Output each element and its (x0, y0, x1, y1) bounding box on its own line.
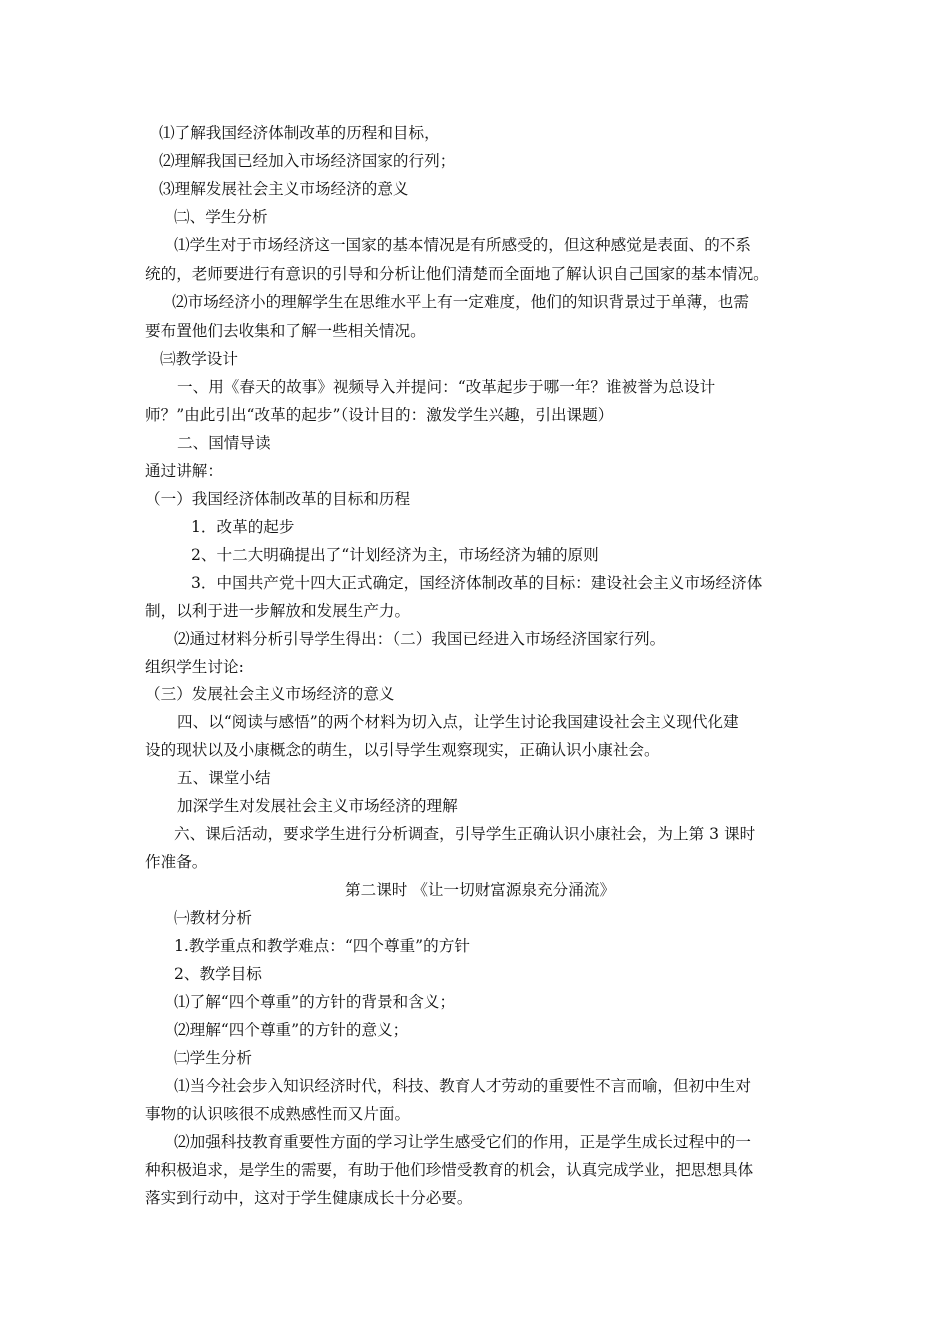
analysis-2-2-line-3: 落实到行动中，这对于学生健康成长十分必要。 (145, 1189, 473, 1207)
goal-2: ⑵理解我国已经加入市场经济国家的行列； (159, 152, 456, 170)
summary: 加深学生对发展社会主义市场经济的理解 (177, 797, 458, 815)
item-1: 1．改革的起步 (191, 518, 295, 536)
lesson-2-title: 第二课时 《让一切财富源泉充分涌流》 (345, 881, 616, 899)
heading-student-analysis-2: ㈡学生分析 (174, 1049, 252, 1067)
analysis-2-1-line-1: ⑴当今社会步入知识经济时代，科技、教育人才劳动的重要性不言而喻，但初中生对 (174, 1077, 751, 1095)
analysis-2-1-line-2: 事物的认识咳很不成熟感性而又片面。 (145, 1105, 411, 1123)
explain-label: 通过讲解： (145, 462, 223, 480)
design-1-line-2: 师？”由此引出“改革的起步”（设计目的：激发学生兴趣，引出课题） (145, 406, 614, 424)
section-3-title: （三）发展社会主义市场经济的意义 (145, 685, 395, 703)
design-6-line-1: 六、课后活动，要求学生进行分析调查，引导学生正确认识小康社会，为上第 3 课时 (174, 825, 756, 843)
item-3-line-1: 3．中国共产党十四大正式确定，国经济体制改革的目标：建设社会主义市场经济体 (191, 574, 763, 592)
goal-2-1: ⑴了解“四个尊重”的方针的背景和含义； (174, 993, 456, 1011)
goal-1: ⑴了解我国经济体制改革的历程和目标， (159, 124, 440, 142)
analysis-2-2-line-2: 种积极追求，是学生的需要，有助于他们珍惜受教育的机会，认真完成学业，把思想具体 (145, 1161, 754, 1179)
heading-teaching-goals: 2、教学目标 (174, 965, 262, 983)
item-2: 2、十二大明确提出了“计划经济为主，市场经济为辅的原则 (191, 546, 599, 564)
key-points: 1.教学重点和教学难点：“四个尊重”的方针 (174, 937, 470, 955)
analysis-2-line-1: ⑵市场经济小的理解学生在思维水平上有一定难度，他们的知识背景过于单薄，也需 (172, 293, 749, 311)
design-6-line-2: 作准备。 (145, 853, 208, 871)
heading-student-analysis: ㈡、学生分析 (174, 208, 268, 226)
heading-material-analysis: ㈠教材分析 (174, 909, 252, 927)
design-4-line-2: 设的现状以及小康概念的萌生，以引导学生观察现实，正确认识小康社会。 (145, 741, 660, 759)
design-2: 二、国情导读 (177, 434, 271, 452)
analysis-1-line-2: 统的，老师要进行有意识的引导和分析让他们清楚而全面地了解认识自己国家的基本情况。 (145, 265, 769, 283)
discussion-label: 组织学生讨论: (145, 658, 244, 676)
analysis-2-2-line-1: ⑵加强科技教育重要性方面的学习让学生感受它们的作用，正是学生成长过程中的一 (174, 1133, 751, 1151)
heading-teaching-design: ㈢教学设计 (160, 350, 238, 368)
material-analysis: ⑵通过材料分析引导学生得出：（二）我国已经进入市场经济国家行列。 (174, 630, 666, 648)
design-4-line-1: 四、以“阅读与感悟”的两个材料为切入点，让学生讨论我国建设社会主义现代化建 (177, 713, 739, 731)
design-5: 五、课堂小结 (177, 769, 271, 787)
analysis-1-line-1: ⑴学生对于市场经济这一国家的基本情况是有所感受的，但这种感觉是表面、的不系 (174, 236, 751, 254)
design-1-line-1: 一、用《春天的故事》视频导入并提问：“改革起步于哪一年？谁被誉为总设计 (177, 378, 716, 396)
analysis-2-line-2: 要布置他们去收集和了解一些相关情况。 (145, 322, 426, 340)
section-1-title: （一）我国经济体制改革的目标和历程 (145, 490, 411, 508)
item-3-line-2: 制，以利于进一步解放和发展生产力。 (145, 602, 411, 620)
goal-2-2: ⑵理解“四个尊重”的方针的意义； (174, 1021, 409, 1039)
goal-3: ⑶理解发展社会主义市场经济的意义 (159, 180, 409, 198)
